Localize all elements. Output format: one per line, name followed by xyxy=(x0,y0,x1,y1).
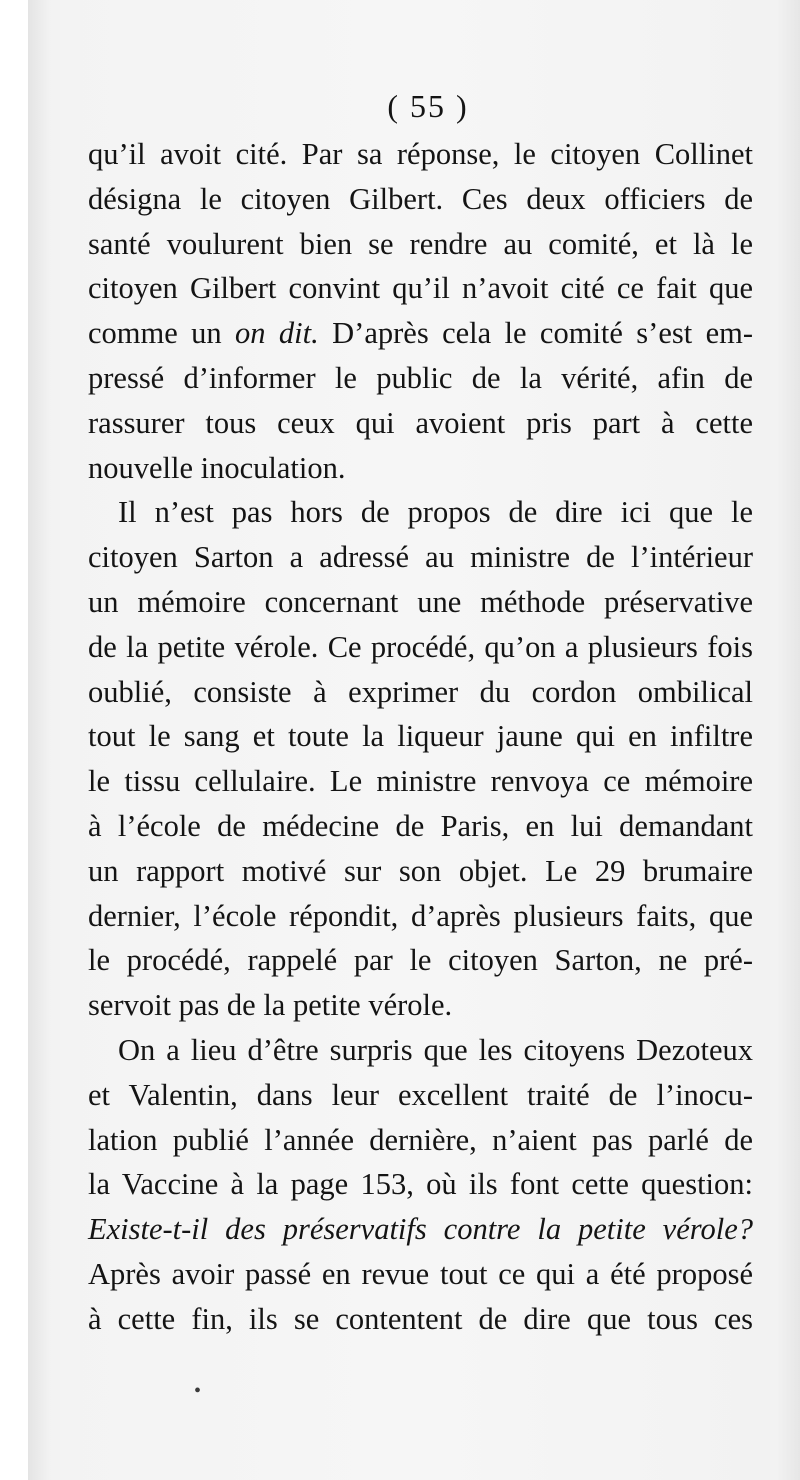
text-line: la Vaccine à la page 153, où ils font cette question: xyxy=(88,1167,753,1202)
text-line: et Valentin, dans leur excellent traité de l’inocu- xyxy=(88,1077,753,1112)
paragraph-start-line: On a lieu d’être surpris que les citoyens Dezoteux xyxy=(118,1032,753,1067)
text-line: un rapport motivé sur son objet. Le 29 brumaire xyxy=(88,853,753,888)
text-line: de la petite vérole. Ce procédé, qu’on a plusieurs fois xyxy=(88,629,753,664)
text-line: dernier, l’école répondit, d’après plusieurs faits, que xyxy=(88,898,753,933)
text-line: le procédé, rappelé par le citoyen Sarton, ne pré- xyxy=(88,943,753,978)
text-line-mixed xyxy=(88,311,753,356)
text-line: rassurer tous ceux qui avoient pris part à cette xyxy=(88,405,753,440)
text-line: citoyen Gilbert convint qu’il n’avoit cité ce fait que xyxy=(88,271,753,306)
italic-question-line: Existe-t-il des préservatifs contre la petite vérole? xyxy=(88,1212,753,1247)
text-line: pressé d’informer le public de la vérité, afin de xyxy=(88,360,753,395)
text-line: à cette fin, ils se contentent de dire que tous ces xyxy=(88,1301,753,1336)
ink-mark: • xyxy=(194,1380,202,1402)
page-number: ( 55 ) xyxy=(387,88,469,124)
paragraph-start-line: Il n’est pas hors de propos de dire ici que le xyxy=(118,495,753,530)
text-line: citoyen Sarton a adressé au ministre de l’intérieur xyxy=(88,540,753,575)
text-line: lation publié l’année dernière, n’aient pas parlé de xyxy=(88,1122,753,1157)
italic-phrase: on dit. xyxy=(235,316,319,351)
text-fragment: D’après cela le comité s’est em- xyxy=(332,316,754,351)
text-line: nouvelle inoculation. xyxy=(88,450,346,485)
text-line: tout le sang et toute la liqueur jaune qui en infiltre xyxy=(88,719,753,754)
text-fragment: comme un xyxy=(88,316,222,351)
left-margin xyxy=(0,0,28,1480)
text-line: le tissu cellulaire. Le ministre renvoya ce mémoire xyxy=(88,764,753,799)
text-line: à l’école de médecine de Paris, en lui demandant xyxy=(88,808,753,843)
text-line: qu’il avoit cité. Par sa réponse, le citoyen Collinet xyxy=(88,137,753,171)
text-line: un mémoire concernant une méthode préservative xyxy=(88,584,753,619)
book-page xyxy=(28,0,800,1480)
text-line: santé voulurent bien se rendre au comité, et là le xyxy=(88,226,753,261)
text-line: désigna le citoyen Gilbert. Ces deux officiers de xyxy=(88,181,753,216)
text-line: Après avoir passé en revue tout ce qui a été proposé xyxy=(88,1256,753,1291)
text-line: oublié, consiste à exprimer du cordon ombilical xyxy=(88,674,753,709)
text-line: servoit pas de la petite vérole. xyxy=(88,988,453,1023)
page-body-text xyxy=(88,132,753,1342)
